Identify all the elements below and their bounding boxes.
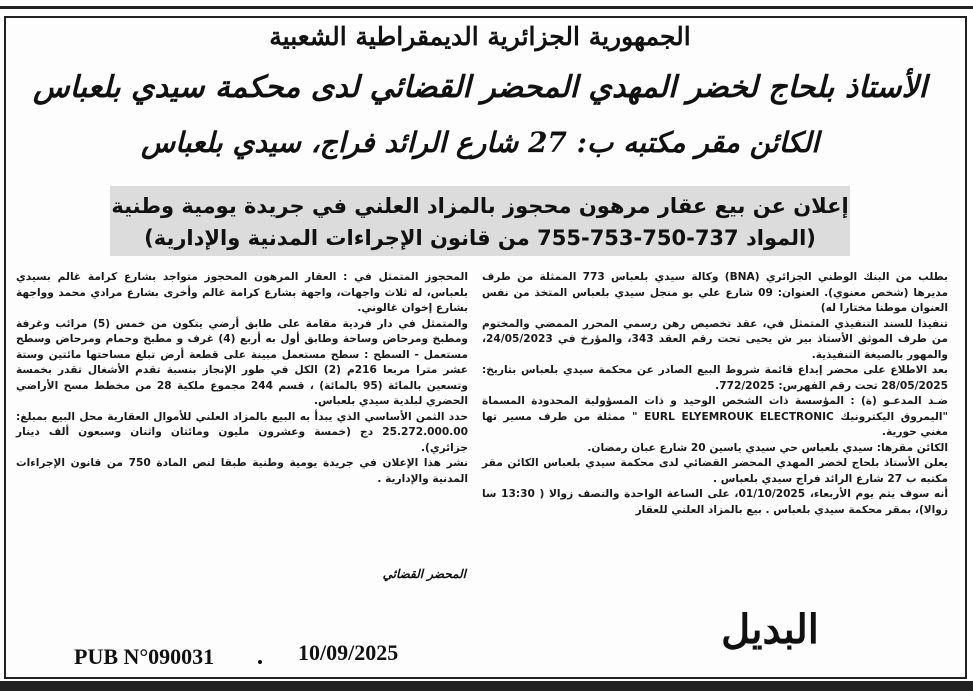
- left-column-text: [16, 270, 468, 487]
- republic-heading: الجمهورية الجزائرية الديمقراطية الشعبية: [269, 22, 691, 51]
- office-address-heading: الكائن مقر مكتبه ب: 27 شارع الرائد فراج، سيدي بلعباس: [140, 126, 820, 159]
- separator-dot: [258, 660, 262, 664]
- top-rule: [0, 6, 973, 9]
- bottom-rule: [0, 681, 973, 691]
- publisher-logo: البديل: [721, 606, 819, 653]
- paragraph: بطلب من البنك الوطني الجزائري (BNA) وكالة سيدي بلعباس 773 الممثلة من طرف مديرها (شخص معنوي). العنوان: 09 شارع علي بو منجل سيدي بلعباس المتخذ من نفس العنوان موطنا مختارا له): [482, 271, 948, 314]
- pub-number: PUB N°090031: [74, 644, 215, 669]
- paragraph: تنفيذا للسند التنفيذي المتمثل في، عقد تخصيص رهن رسمي المحرر الممضي والمختوم من طرف الموثق الأستاذ بير ش يحيى تحت رقم العقد 343، والمؤرخ في 24/05/2023، والمهور بالصيغة التنفيذية.: [482, 317, 948, 361]
- paragraph: يعلن الأستاذ بلحاج لخضر المهدي المحضر القضائي لدى محكمة سيدي بلعباس الكائن مقر مكتبه ب 27 شارع الرائد فراج سيدي بلعباس .: [482, 457, 948, 485]
- signature: المحضر القضائي: [382, 567, 466, 581]
- publication-date: 10/09/2025: [298, 640, 399, 665]
- paragraph: ضـد المدعـو (ة) : المؤسسة ذات الشخص الوحيد و ذات المسؤولية المحدودة المسماة "اليمروق اليكترونيك EURL ELYEMROUK ELECTRONIC " ممثلة من طرف مسير تها مغني حورية.: [482, 395, 948, 438]
- paragraph: والمتمثل في دار فردية مقامة على طابق أرضي يتكون من خمس (5) مرائب وغرفة ومطبخ ومرحاض وساحة وطابق أول به أربع (4) غرف و مطبخ وحمام ومرحاض وسطح مستعمل - السطح : سطح مستعمل مبينة على قطعة أرض تبلغ مساحتها مائتين وستة عشر مترا مربعا 216م (2) الكل في طور الإنجاز بنسبة تقدم الأشغال تقدر بخمسة وتسعين بالمائة (95 بالمائة) ، قسم 244 مجموع ملكية 28 من مخطط مسح الأراضي الحضري لبلدية سيدي بلعباس.: [16, 317, 468, 407]
- notice-title: إعلان عن بيع عقار مرهون محجوز بالمزاد العلني في جريدة يومية وطنية: [111, 194, 849, 218]
- right-column-text: [482, 270, 948, 518]
- paragraph: المحجوز المتمثل في : العقار المرهون المحجوز متواجد بشارع كرامة غالم بسيدي بلعباس، له ثلاث واجهات، واجهة بشارع كرامة غالم وأخرى بشارع مرادي محمد وواجهة بشارع إخوان غالوني.: [16, 271, 468, 314]
- paragraph: أنه سوف يتم يوم الأربعاء، 01/10/2025، على الساعة الواحدة والنصف زوالا ( 13:30 سا زوالا)، بمقر محكمة سيدي بلعباس . بيع بالمزاد العلني للعقار: [482, 488, 948, 516]
- paragraph: نشر هذا الإعلان في جريدة يومية وطنية طبقا لنص المادة 750 من قانون الإجراءات المدنية والإدارية .: [16, 457, 468, 485]
- paragraph: الكائن مقرها: سيدي بلعباس حي سيدي ياسين 20 شارع عبان رمضان.: [587, 441, 948, 454]
- bailiff-heading: الأستاذ بلحاج لخضر المهدي المحضر القضائي لدى محكمة سيدي بلعباس: [33, 70, 927, 105]
- paragraph: بعد الاطلاع على محضر إيداع قائمة شروط البيع الصادر عن محكمة سيدي بلعباس بتاريخ: 28/05/2025 تحت رقم الفهرس: 772/2025.: [482, 364, 948, 392]
- legal-articles: (المواد 737-750-753-755 من قانون الإجراءات المدنية والإدارية): [144, 226, 816, 250]
- paragraph: حدد الثمن الأساسي الذي يبدأ به البيع بالمزاد العلني للأموال العقارية محل البيع بمبلغ: 25.272.000.00 دج (خمسة وعشرون مليون ومائتان واثنان وسبعون ألف دينار جزائري).: [16, 410, 468, 454]
- notice-title-banner: [110, 186, 850, 256]
